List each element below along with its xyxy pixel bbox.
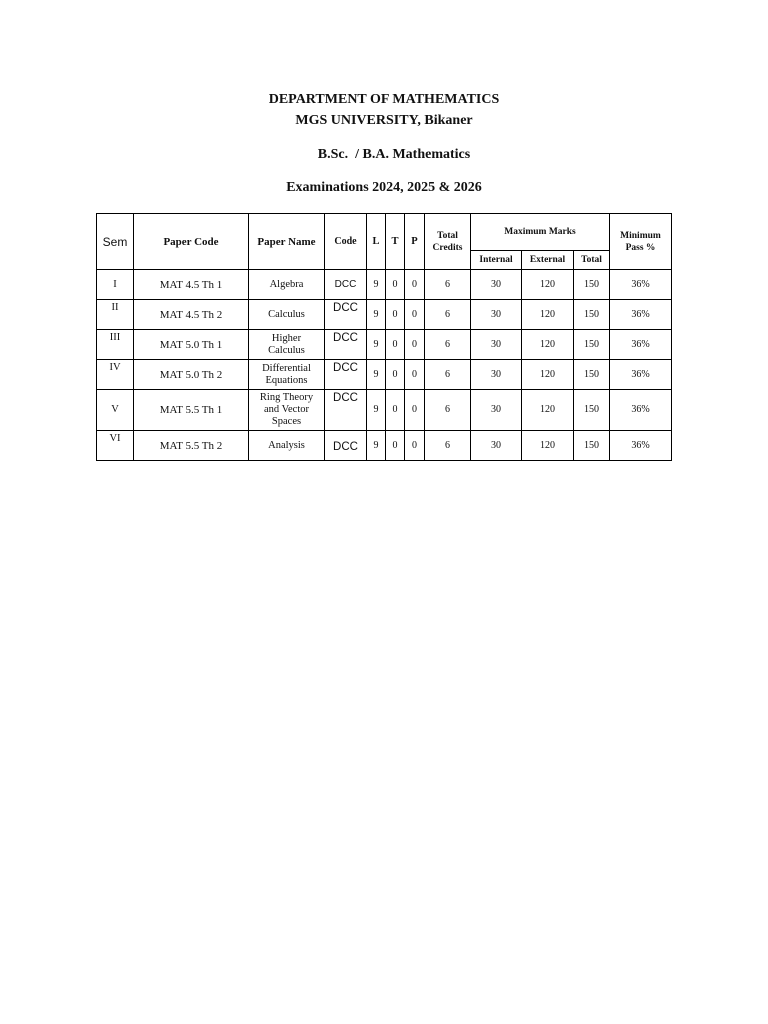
table-row <box>97 270 672 300</box>
cell-total: 150 <box>574 360 610 390</box>
cell-p: 0 <box>405 270 425 300</box>
cell-l: 9 <box>367 300 386 330</box>
cell-sem: IV <box>97 360 134 390</box>
cell-sem: V <box>97 390 134 431</box>
cell-credits: 6 <box>425 330 471 360</box>
cell-p: 0 <box>405 360 425 390</box>
course-title: B.Sc. / B.A. Mathematics <box>317 147 471 162</box>
cell-p: 0 <box>405 330 425 360</box>
cell-internal: 30 <box>471 431 522 461</box>
cell-sem: III <box>97 330 134 360</box>
cell-code: DCC <box>325 270 367 300</box>
cell-l: 9 <box>367 360 386 390</box>
table-row <box>97 431 672 461</box>
cell-min-pass: 36% <box>610 360 672 390</box>
cell-p: 0 <box>405 390 425 431</box>
department-title: DEPARTMENT OF MATHEMATICS <box>268 92 500 107</box>
cell-total: 150 <box>574 390 610 431</box>
header-external: External <box>522 251 574 270</box>
cell-internal: 30 <box>471 270 522 300</box>
header-paper-name: Paper Name <box>249 214 325 270</box>
cell-min-pass: 36% <box>610 390 672 431</box>
cell-paper-code: MAT 5.0 Th 2 <box>134 360 249 390</box>
cell-l: 9 <box>367 390 386 431</box>
table-row <box>97 360 672 390</box>
header-l: L <box>367 214 386 270</box>
cell-paper-name: Higher Calculus <box>249 330 325 360</box>
header-sem: Sem <box>97 214 134 270</box>
cell-paper-name: Algebra <box>249 270 325 300</box>
cell-t: 0 <box>386 390 405 431</box>
cell-external: 120 <box>522 270 574 300</box>
cell-sem: VI <box>97 431 134 461</box>
cell-external: 120 <box>522 431 574 461</box>
header-p: P <box>405 214 425 270</box>
cell-l: 9 <box>367 330 386 360</box>
cell-code: DCC <box>325 330 367 360</box>
cell-total: 150 <box>574 330 610 360</box>
cell-code: DCC <box>325 360 367 390</box>
cell-paper-code: MAT 5.0 Th 1 <box>134 330 249 360</box>
cell-credits: 6 <box>425 360 471 390</box>
cell-sem: I <box>97 270 134 300</box>
cell-paper-name: Calculus <box>249 300 325 330</box>
table-row <box>97 300 672 330</box>
header-code: Code <box>325 214 367 270</box>
cell-credits: 6 <box>425 431 471 461</box>
table-row <box>97 390 672 431</box>
cell-min-pass: 36% <box>610 330 672 360</box>
header-maximum-marks: Maximum Marks <box>471 214 610 251</box>
cell-t: 0 <box>386 270 405 300</box>
cell-credits: 6 <box>425 270 471 300</box>
cell-credits: 6 <box>425 390 471 431</box>
header-t: T <box>386 214 405 270</box>
cell-p: 0 <box>405 431 425 461</box>
cell-code: DCC <box>325 300 367 330</box>
cell-credits: 6 <box>425 300 471 330</box>
cell-external: 120 <box>522 330 574 360</box>
cell-internal: 30 <box>471 300 522 330</box>
cell-t: 0 <box>386 330 405 360</box>
cell-external: 120 <box>522 390 574 431</box>
university-title: MGS UNIVERSITY, Bikaner <box>295 113 473 128</box>
header-total-credits: Total Credits <box>425 214 471 270</box>
table-row <box>97 330 672 360</box>
header-total: Total <box>574 251 610 270</box>
cell-paper-name: Analysis <box>249 431 325 461</box>
cell-t: 0 <box>386 360 405 390</box>
cell-paper-code: MAT 5.5 Th 2 <box>134 431 249 461</box>
cell-t: 0 <box>386 431 405 461</box>
header-minimum-pass: Minimum Pass % <box>610 214 672 270</box>
cell-min-pass: 36% <box>610 300 672 330</box>
cell-paper-name: Ring Theory and Vector Spaces <box>249 390 325 431</box>
cell-paper-code: MAT 4.5 Th 1 <box>134 270 249 300</box>
cell-internal: 30 <box>471 390 522 431</box>
cell-code: DCC <box>325 431 367 461</box>
syllabus-table <box>96 213 672 461</box>
cell-internal: 30 <box>471 360 522 390</box>
exams-title: Examinations 2024, 2025 & 2026 <box>286 180 482 195</box>
cell-l: 9 <box>367 270 386 300</box>
cell-min-pass: 36% <box>610 270 672 300</box>
cell-total: 150 <box>574 431 610 461</box>
cell-l: 9 <box>367 431 386 461</box>
cell-external: 120 <box>522 360 574 390</box>
cell-paper-code: MAT 4.5 Th 2 <box>134 300 249 330</box>
cell-total: 150 <box>574 270 610 300</box>
cell-total: 150 <box>574 300 610 330</box>
cell-external: 120 <box>522 300 574 330</box>
cell-paper-code: MAT 5.5 Th 1 <box>134 390 249 431</box>
cell-p: 0 <box>405 300 425 330</box>
cell-min-pass: 36% <box>610 431 672 461</box>
cell-sem: II <box>97 300 134 330</box>
header-internal: Internal <box>471 251 522 270</box>
header-paper-code: Paper Code <box>134 214 249 270</box>
cell-code: DCC <box>325 390 367 431</box>
cell-paper-name: Differential Equations <box>249 360 325 390</box>
cell-internal: 30 <box>471 330 522 360</box>
cell-t: 0 <box>386 300 405 330</box>
